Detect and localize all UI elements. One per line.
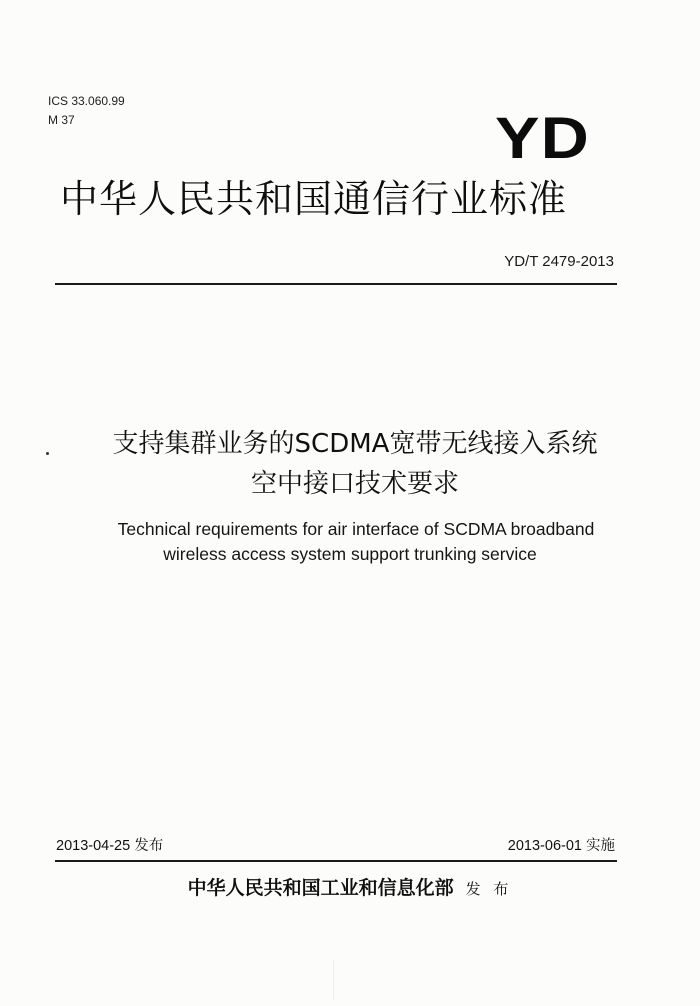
classification-code: M 37 [48,113,75,127]
chinese-title [0,424,700,504]
english-title-line-1: Technical requirements for air interface of SCDMA broadband [117,519,595,539]
english-title-line-2: wireless access system support trunking service [163,544,537,564]
publisher-name: 中华人民共和国工业和信息化部 [187,877,454,899]
publisher-line [0,873,700,900]
top-divider [55,283,617,285]
implementation-date: 2013-06-01 实施 [507,838,615,854]
publish-action: 发 布 [465,880,513,898]
issue-date: 2013-04-25 发布 [56,838,164,854]
ics-code: ICS 33.060.99 [48,94,125,108]
standard-number: YD/T 2479-2013 [504,253,614,270]
bottom-divider [55,860,617,862]
classification-block [48,92,125,130]
chinese-title-line-2: 空中接口技术要求 [250,469,459,499]
english-title [0,517,700,567]
scan-mark [333,960,334,1000]
yd-logo: YD [495,106,590,171]
chinese-title-line-1: 支持集群业务的SCDMA宽带无线接入系统 [112,429,598,459]
standard-category-title: 中华人民共和国通信行业标准 [60,177,568,221]
